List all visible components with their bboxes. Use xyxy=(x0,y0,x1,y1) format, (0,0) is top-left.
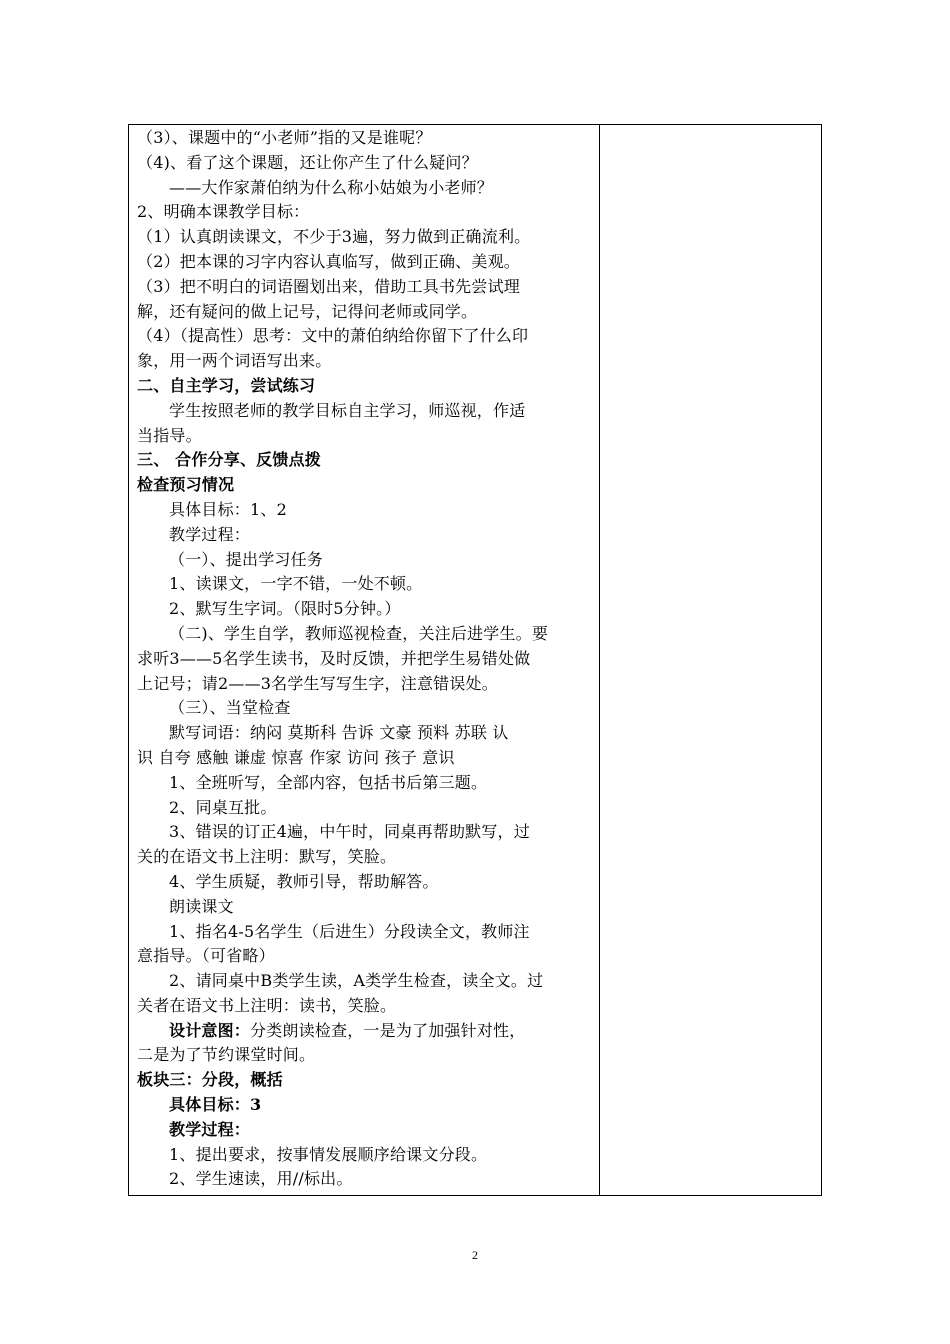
text-line: （二)、学生自学，教师巡视检查，关注后进学生。要 xyxy=(169,623,549,643)
text-line: 二、自主学习，尝试练习 xyxy=(137,375,316,395)
text-line: 1、全班听写，全部内容，包括书后第三题。 xyxy=(169,772,488,792)
text-line: 具体目标：1、2 xyxy=(169,499,287,519)
text-line: 2、默写生字词。（限时5分钟。） xyxy=(169,599,401,619)
text-line: 意指导。（可省略） xyxy=(137,946,275,966)
text-line: 关者在语文书上注明：读书，笑脸。 xyxy=(137,995,397,1015)
text-line: 解，还有疑问的做上记号，记得问老师或同学。 xyxy=(137,301,478,321)
text-line: 3、错误的订正4遍，中午时，同桌再帮助默写，过 xyxy=(169,822,530,842)
text-line: （4）（提高性）思考：文中的萧伯纳给你留下了什么印 xyxy=(137,326,529,346)
text-line: （4)、看了这个课题，还让你产生了什么疑问？ xyxy=(137,152,478,172)
text-line: 三、 合作分享、反馈点拨 xyxy=(137,450,321,470)
text-line: （一）、提出学习任务 xyxy=(169,549,324,569)
text-line: 2、同桌互批。 xyxy=(169,797,277,817)
text-line: 2、请同桌中B类学生读，A类学生检查，读全文。过 xyxy=(169,971,544,991)
text-line: （三）、当堂检查 xyxy=(169,698,291,718)
page-number: 2 xyxy=(472,1248,478,1262)
text-line: （3）把不明白的词语圈划出来，借助工具书先尝试理 xyxy=(137,276,520,296)
text-line: 当指导。 xyxy=(137,425,202,445)
text-line: 1、读课文，一字不错，一处不顿。 xyxy=(169,574,423,594)
text-line: （2）把本课的习字内容认真临写，做到正确、美观。 xyxy=(137,251,520,271)
text-line: 上记号；请2——3名学生写写生字，注意错误处。 xyxy=(137,673,498,693)
text-line: 学生按照老师的教学目标自主学习，师巡视，作适 xyxy=(169,400,526,420)
text-line xyxy=(137,1019,591,1044)
lesson-plan-table xyxy=(128,124,822,1196)
text-line: 教学过程： xyxy=(169,1119,251,1139)
text-line: 求听3——5名学生读书，及时反馈，并把学生易错处做 xyxy=(137,648,531,668)
text-line: （1）认真朗读课文，不少于3遍，努力做到正确流利。 xyxy=(137,227,531,247)
text-line: 1、提出要求，按事情发展顺序给课文分段。 xyxy=(169,1144,488,1164)
text-line-rest: 分类朗读检查，一是为了加强针对性， xyxy=(250,1020,526,1040)
text-line: 朗读课文 xyxy=(169,896,234,916)
text-line-bold-label: 设计意图： xyxy=(169,1020,251,1040)
text-line: 识 自夸 感触 谦虚 惊喜 作家 访问 孩子 意识 xyxy=(137,747,455,767)
text-line: 默写词语：纳闷 莫斯科 告诉 文豪 预料 苏联 认 xyxy=(169,723,509,743)
notes-cell xyxy=(600,125,821,1195)
text-line: 教学过程： xyxy=(169,524,251,544)
text-line: 具体目标：3 xyxy=(169,1095,262,1115)
text-line: 2、学生速读，用//标出。 xyxy=(169,1169,353,1189)
lesson-content-cell xyxy=(129,125,600,1195)
text-line: 4、学生质疑，教师引导，帮助解答。 xyxy=(169,871,439,891)
text-line: ——大作家萧伯纳为什么称小姑娘为小老师？ xyxy=(169,177,494,197)
text-line: 1、指名4-5名学生（后进生）分段读全文，教师注 xyxy=(169,921,530,941)
text-line: 检查预习情况 xyxy=(137,475,235,495)
text-line: 关的在语文书上注明：默写，笑脸。 xyxy=(137,847,397,867)
text-line: 象，用一两个词语写出来。 xyxy=(137,351,332,371)
text-line: 板块三：分段，概括 xyxy=(137,1070,283,1090)
text-line: （3）、课题中的“小老师”指的又是谁呢？ xyxy=(137,128,432,147)
text-line: 二是为了节约课堂时间。 xyxy=(137,1045,316,1065)
text-line: 2、明确本课教学目标： xyxy=(137,202,310,222)
